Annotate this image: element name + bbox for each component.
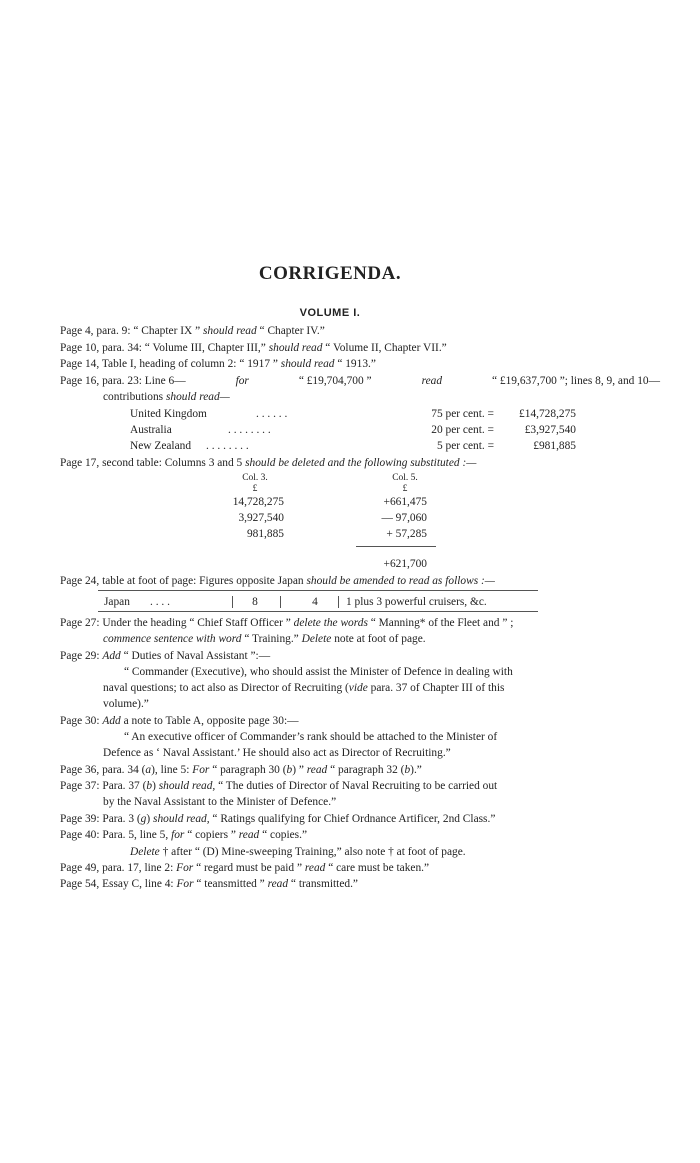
quote-line: naval questions; to act also as Director of Recruiting (vide para. 37 of Chapter III of this	[103, 682, 505, 694]
entry-page-36: Page 36, para. 34 (a), line 5: For “ paragraph 30 (b) ” read “ paragraph 32 (b).”	[60, 764, 422, 776]
entry-page-17: Page 17, second table: Columns 3 and 5 should be deleted and the following substituted :—	[60, 457, 477, 469]
quote-line: “ Commander (Executive), who should assist the Minister of Defence in dealing with	[124, 666, 513, 678]
entry-ref: Page 16, para. 23: Line 6—	[60, 375, 186, 387]
entry-ref: Page 4, para. 9:	[60, 325, 131, 337]
total-rule	[356, 546, 436, 547]
entry-page-24: Page 24, table at foot of page: Figures opposite Japan should be amended to read as follows :—	[60, 575, 495, 587]
column-divider	[338, 596, 339, 608]
volume-heading: VOLUME I.	[299, 307, 361, 319]
unit-label: £	[402, 484, 408, 494]
entry-page-29: Page 29: Add “ Duties of Naval Assistant ”:—	[60, 650, 271, 662]
table-total: +621,700	[383, 558, 427, 570]
entry-ref: Page 24, table at foot of page: Figures opposite Japan	[60, 575, 304, 587]
entry-page-39: Page 39: Para. 3 (g) should read, “ Ratings qualifying for Chief Ordnance Artificer, 2nd Class.”	[60, 813, 496, 825]
entry-ref: Page 14, Table I, heading of column 2:	[60, 358, 237, 370]
page-title: CORRIGENDA.	[258, 263, 402, 284]
entry-page-49: Page 49, para. 17, line 2: For “ regard must be paid ” read “ care must be taken.”	[60, 862, 430, 874]
entry-page-30: Page 30: Add a note to Table A, opposite page 30:—	[60, 715, 299, 727]
table-rule-bottom	[98, 611, 538, 612]
entry-page-37: Page 37: Para. 37 (b) should read, “ The duties of Director of Naval Recruiting to be carried out	[60, 780, 498, 792]
unit-label: £	[252, 484, 258, 494]
entry-page-40: Page 40: Para. 5, line 5, for “ copiers ” read “ copies.”	[60, 829, 308, 841]
column-header: Col. 5.	[392, 473, 418, 483]
entry-page-27-line-2: commence sentence with word “ Training.” Delete note at foot of page.	[103, 633, 426, 645]
quote-line: “ An executive officer of Commander’s rank should be attached to the Minister of	[124, 731, 498, 743]
entry-page-27: Page 27: Under the heading “ Chief Staff Officer ” delete the words “ Manning* of the Fleet and ” ;	[60, 617, 514, 629]
column-divider	[280, 596, 281, 608]
entry-page-16-line-2: contributions should read—	[103, 391, 230, 403]
column-divider	[232, 596, 233, 608]
column-header: Col. 3.	[242, 473, 268, 483]
entry-page-37-line-2: by the Naval Assistant to the Minister of Defence.”	[103, 796, 337, 808]
quote-line: volume).”	[103, 698, 149, 710]
entry-page-16: Page 16, para. 23: Line 6— for “ £19,704,700 ” read “ £19,637,700 ”; lines 8, 9, and 10—	[60, 375, 660, 387]
entry-ref: Page 10, para. 34:	[60, 342, 142, 354]
entry-page-4: Page 4, para. 9: “ Chapter IX ” should read “ Chapter IV.”	[60, 325, 325, 337]
entry-page-10: Page 10, para. 34: “ Volume III, Chapter III,” should read “ Volume II, Chapter VII.”	[60, 342, 447, 354]
quote-line: Defence as ‘ Naval Assistant.’ He should also act as Director of Recruiting.”	[103, 747, 451, 759]
table-rule-top	[98, 590, 538, 591]
entry-ref: Page 17, second table: Columns 3 and 5	[60, 457, 243, 469]
entry-page-54: Page 54, Essay C, line 4: For “ teansmitted ” read “ transmitted.”	[60, 878, 358, 890]
entry-page-40-line-2: Delete † after “ (D) Mine-sweeping Training,” also note † at foot of page.	[130, 846, 466, 858]
entry-page-14: Page 14, Table I, heading of column 2: “ 1917 ” should read “ 1913.”	[60, 358, 376, 370]
